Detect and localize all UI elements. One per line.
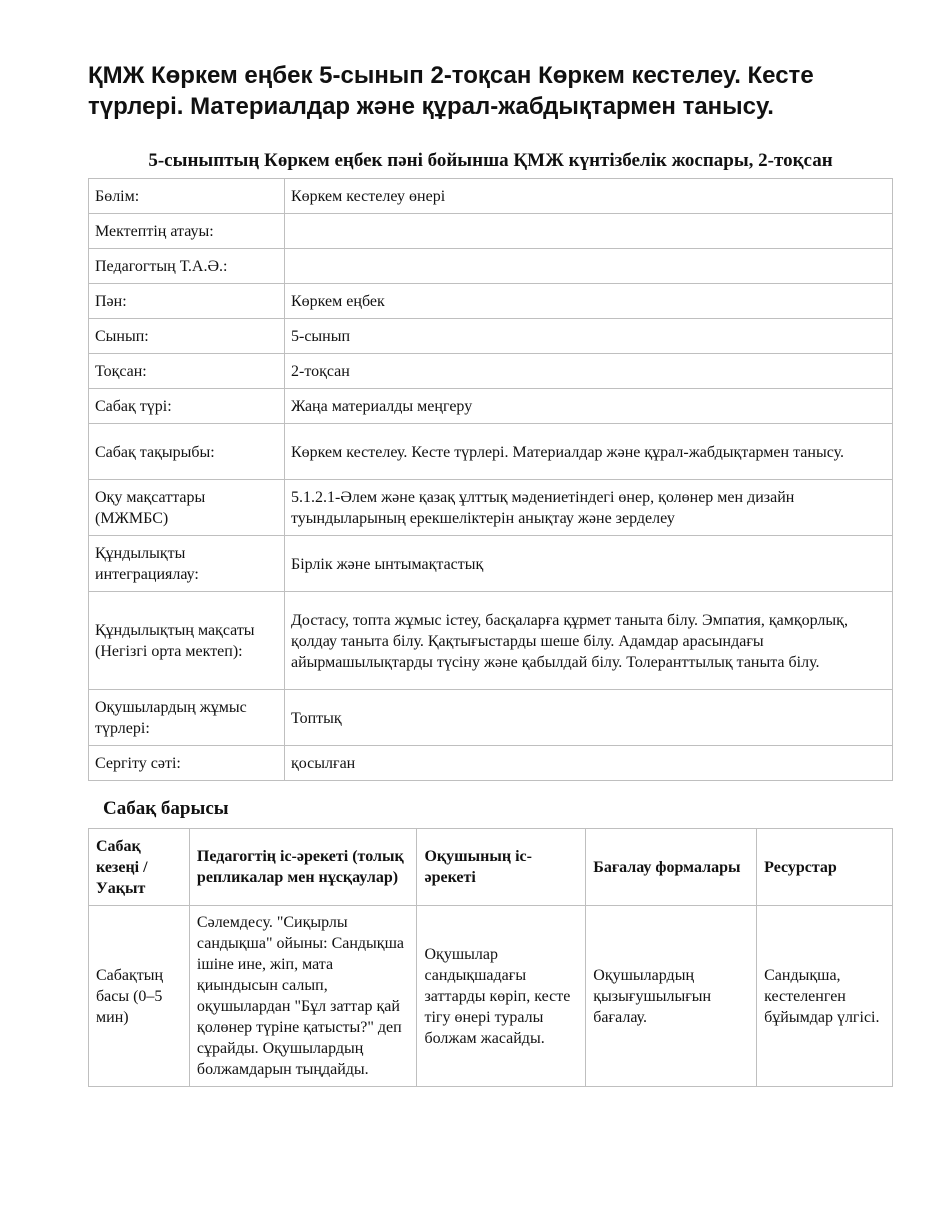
info-label: Педагогтың Т.А.Ә.: [89, 249, 285, 284]
header-student-activity: Оқушының іс-әрекеті [417, 829, 586, 906]
info-value: Көркем еңбек [285, 284, 893, 319]
header-teacher-activity: Педагогтің іс-әрекеті (толық репликалар мен нұсқаулар) [189, 829, 417, 906]
info-label: Мектептің атауы: [89, 214, 285, 249]
info-label: Сабақ тақырыбы: [89, 424, 285, 480]
info-value: Көркем кестелеу өнері [285, 179, 893, 214]
info-label: Оқу мақсаттары (МЖМБС) [89, 480, 285, 536]
lesson-header-row [89, 829, 893, 906]
table-row [89, 179, 893, 214]
lesson-progress-table [88, 828, 893, 1087]
header-resources: Ресурстар [757, 829, 893, 906]
info-value [285, 249, 893, 284]
lesson-info-table [88, 178, 893, 781]
table-row [89, 906, 893, 1087]
table-row [89, 592, 893, 690]
table-row [89, 319, 893, 354]
info-value: Көркем кестелеу. Кесте түрлері. Материалдар және құрал-жабдықтармен танысу. [285, 424, 893, 480]
resources-cell: Сандықша, кестеленген бұйымдар үлгісі. [757, 906, 893, 1087]
stage-cell: Сабақтың басы (0–5 мин) [89, 906, 190, 1087]
info-value: 2-тоқсан [285, 354, 893, 389]
plan-title: 5-сыныптың Көркем еңбек пәні бойынша ҚМЖ күнтізбелік жоспары, 2-тоқсан [148, 150, 833, 171]
table-row [89, 480, 893, 536]
info-label: Сабақ түрі: [89, 389, 285, 424]
info-value: қосылған [285, 746, 893, 781]
info-value [285, 214, 893, 249]
info-value: Достасу, топта жұмыс істеу, басқаларға құрмет таныта білу. Эмпатия, қамқорлық, қолдау таныта білу. Қақтығыстарды шеше білу. Адамдар арасындағы айырмашылықтарды түсіну және қабылдай білу. Толеранттылық таныта білу. [285, 592, 893, 690]
header-assessment: Бағалау формалары [586, 829, 757, 906]
info-value: Топтық [285, 690, 893, 746]
header-stage: Сабақ кезеңі / Уақыт [89, 829, 190, 906]
table-row [89, 746, 893, 781]
info-value: 5-сынып [285, 319, 893, 354]
info-value: Бірлік және ынтымақтастық [285, 536, 893, 592]
info-label: Тоқсан: [89, 354, 285, 389]
table-row [89, 690, 893, 746]
info-label: Құндылықтың мақсаты (Негізгі орта мектеп): [89, 592, 285, 690]
info-label: Бөлім: [89, 179, 285, 214]
table-row [89, 284, 893, 319]
document-page [88, 60, 893, 1087]
info-label: Сынып: [89, 319, 285, 354]
table-row [89, 536, 893, 592]
info-label: Сергіту сәті: [89, 746, 285, 781]
table-row [89, 354, 893, 389]
table-row [89, 214, 893, 249]
info-value: 5.1.2.1-Әлем және қазақ ұлттық мәдениетіндегі өнер, қолөнер мен дизайн туындыларының ерекшеліктерін анықтау және зерделеу [285, 480, 893, 536]
table-row [89, 249, 893, 284]
table-row [89, 389, 893, 424]
assessment-cell: Оқушылардың қызығушылығын бағалау. [586, 906, 757, 1087]
info-label: Құндылықты интеграциялау: [89, 536, 285, 592]
document-title: ҚМЖ Көркем еңбек 5-сынып 2-тоқсан Көркем кестелеу. Кесте түрлері. Материалдар және құрал-жабдықтармен танысу. [88, 62, 814, 120]
info-label: Пән: [89, 284, 285, 319]
info-label: Оқушылардың жұмыс түрлері: [89, 690, 285, 746]
lesson-section-title: Сабақ барысы [103, 798, 229, 819]
student-activity-cell: Оқушылар сандықшадағы заттарды көріп, кесте тігу өнері туралы болжам жасайды. [417, 906, 586, 1087]
teacher-activity-cell: Сәлемдесу. "Сиқырлы сандықша" ойыны: Сандықша ішіне ине, жіп, мата қиындысын салып, оқушылардан "Бұл заттар қай қолөнер түріне қатысты?" деп сұрайды. Оқушылардың болжамдарын тыңдайды. [189, 906, 417, 1087]
info-value: Жаңа материалды меңгеру [285, 389, 893, 424]
table-row [89, 424, 893, 480]
